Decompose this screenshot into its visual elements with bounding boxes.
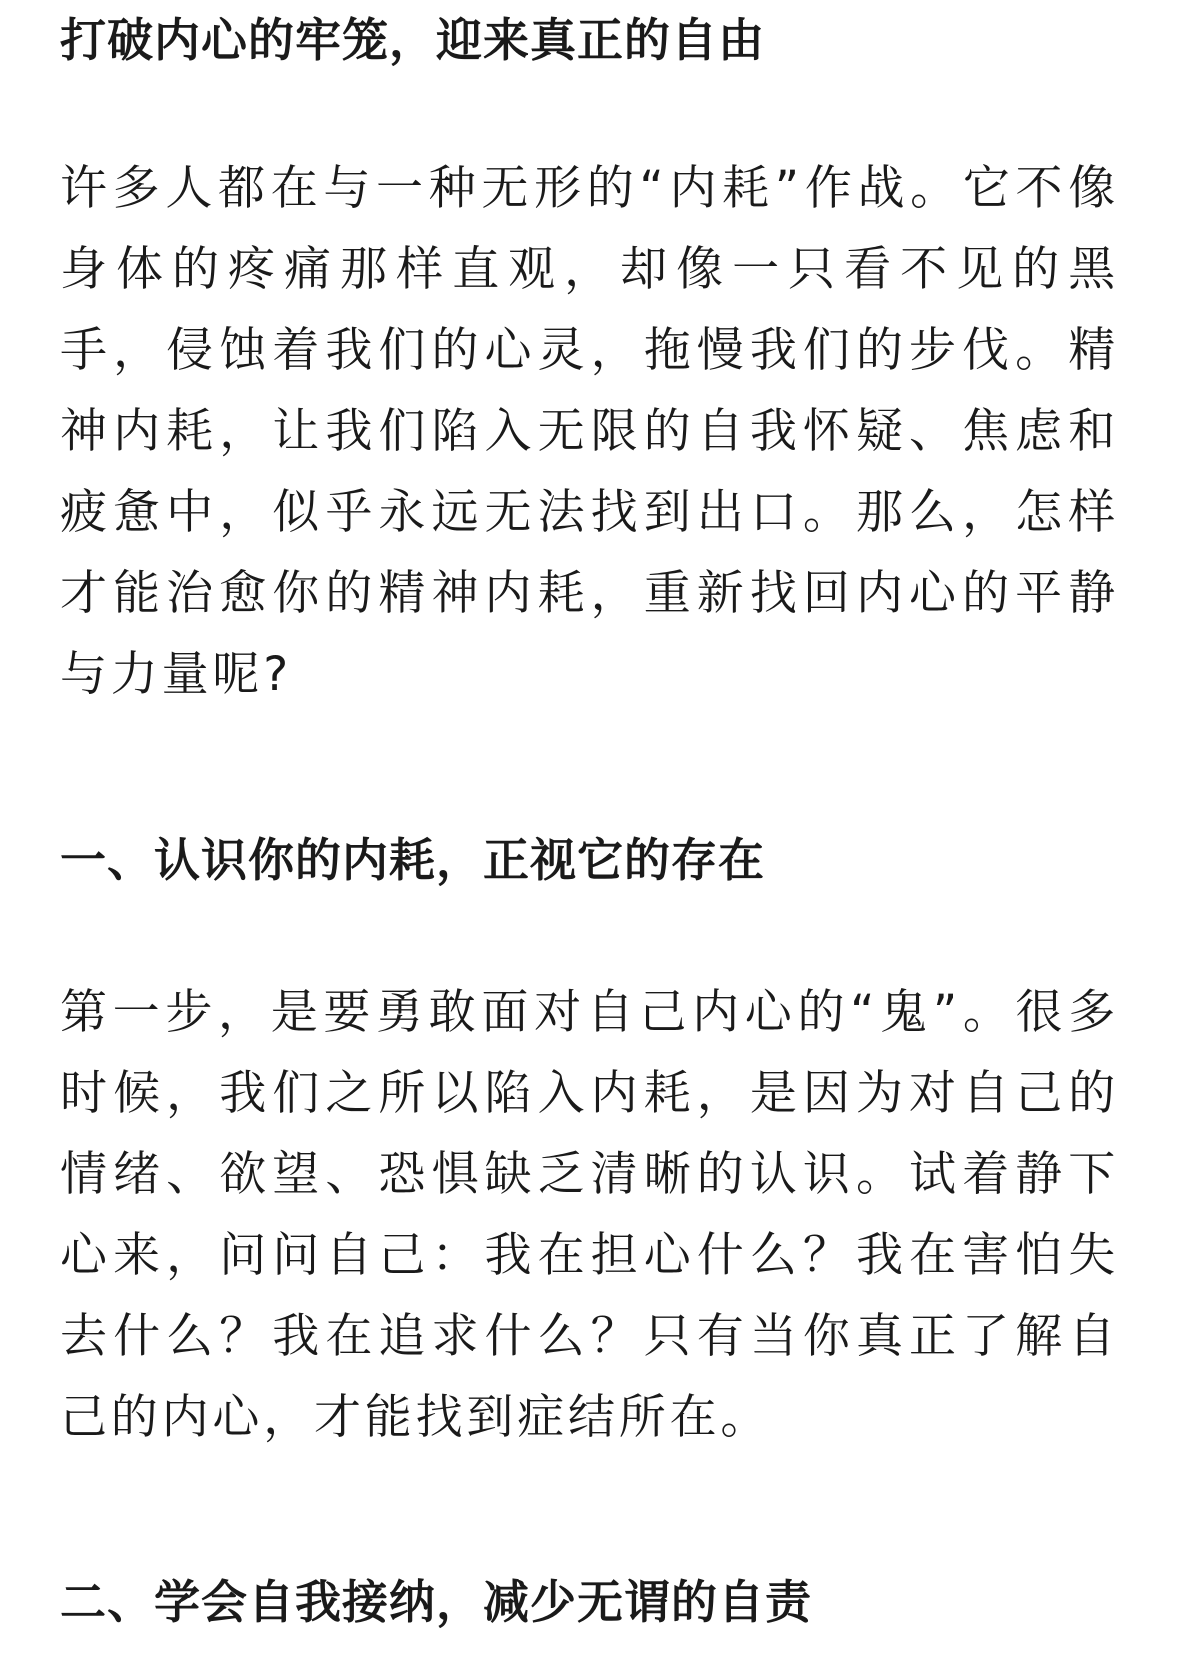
section-1-paragraph: 第一步，是要勇敢面对自己内心的“鬼”。很多时候，我们之所以陷入内耗，是因为对自己的情绪、欲望、恐惧缺乏清晰的认识。试着静下心来，问问自己：我在担心什么？我在害怕失去什么？我在追求什么？只有当你真正了解自己的内心，才能找到症结所在。 — [60, 985, 1119, 1445]
intro-paragraph: 许多人都在与一种无形的“内耗”作战。它不像身体的疼痛那样直观，却像一只看不见的黑手，侵蚀着我们的心灵，拖慢我们的步伐。精神内耗，让我们陷入无限的自我怀疑、焦虑和疲惫中，似乎永远无法找到出口。那么，怎样才能治愈你的精神内耗，重新找回内心的平静与力量呢? — [60, 161, 1119, 702]
section-heading-1: 一、认识你的内耗，正视它的存在 — [60, 833, 765, 887]
article-title: 打破内心的牢笼，迎来真正的自由 — [60, 13, 765, 67]
section-heading-2: 二、学会自我接纳，减少无谓的自责 — [60, 1575, 812, 1629]
